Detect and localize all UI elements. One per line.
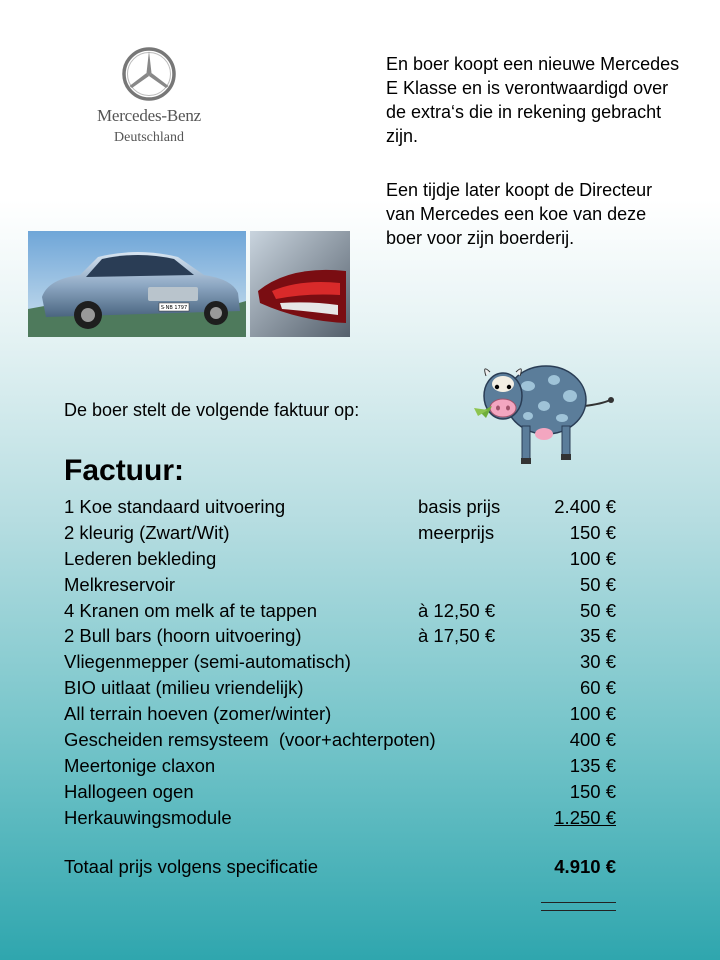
invoice-line (64, 807, 624, 833)
line-amount: 150 € (569, 521, 616, 543)
line-amount: 50 € (579, 573, 616, 595)
line-description: Herkauwingsmodule (64, 806, 232, 828)
intro-paragraph-2: Een tijdje later koopt de Directeur van Mercedes een koe van deze boer voor zijn boerderij. (386, 180, 653, 248)
line-amount: 60 € (579, 677, 616, 699)
total-amount: 4.910 € (554, 856, 616, 877)
line-description: Lederen bekleding (64, 547, 217, 569)
line-description: 2 kleurig (Zwart/Wit) (64, 521, 230, 543)
line-amount: 35 € (579, 625, 616, 647)
line-amount: 2.400 € (554, 496, 616, 517)
logo-country: Deutschland (114, 130, 184, 145)
invoice-line (64, 781, 624, 807)
line-amount: 50 € (579, 599, 616, 621)
invoice-total-row (64, 856, 624, 882)
line-amount: 30 € (579, 651, 616, 673)
line-qualifier: à 12,50 € (418, 599, 496, 621)
invoice-line (64, 522, 624, 548)
double-underline (541, 902, 616, 911)
intro-paragraph-1: En boer koopt een nieuwe Mercedes E Klasse en is verontwaardigd over de extra‘s die in rekening gebracht zijn. (386, 54, 680, 146)
invoice-line (64, 729, 624, 755)
license-plate: S·NB 1797 (160, 305, 188, 311)
invoice-title: Factuur: (64, 454, 184, 487)
line-description: 4 Kranen om melk af te tappen (64, 599, 317, 621)
invoice-line (64, 755, 624, 781)
invoice-lead: De boer stelt de volgende faktuur op: (64, 400, 360, 420)
invoice-line (64, 574, 624, 600)
line-description: All terrain hoeven (zomer/winter) (64, 703, 332, 725)
invoice-line (64, 600, 624, 626)
line-amount-subtotal: 1.250 € (554, 806, 616, 828)
line-description: Vliegenmepper (semi-automatisch) (64, 651, 351, 673)
invoice-line (64, 651, 624, 677)
mercedes-star-icon (121, 46, 177, 102)
line-description: BIO uitlaat (milieu vriendelijk) (64, 677, 304, 699)
invoice-line (64, 625, 624, 651)
line-amount: 100 € (569, 547, 616, 569)
line-amount: 135 € (569, 754, 616, 776)
line-description: Meertonige claxon (64, 754, 216, 776)
invoice-line (64, 496, 624, 522)
invoice-lines (64, 496, 624, 833)
mercedes-logo (86, 46, 212, 146)
line-amount: 400 € (569, 729, 616, 751)
line-description: Hallogeen ogen (64, 780, 194, 802)
car-photo (28, 231, 246, 337)
invoice-line (64, 548, 624, 574)
total-label: Totaal prijs volgens specificatie (64, 856, 318, 877)
line-amount: 150 € (569, 780, 616, 802)
line-description: 1 Koe standaard uitvoering (64, 496, 286, 517)
logo-brand: Mercedes-Benz (96, 106, 202, 125)
invoice-line (64, 703, 624, 729)
line-description: Melkreservoir (64, 573, 176, 595)
line-description: 2 Bull bars (hoorn uitvoering) (64, 625, 302, 647)
cow-illustration (466, 360, 616, 468)
line-amount: 100 € (569, 703, 616, 725)
line-qualifier: à 17,50 € (418, 625, 496, 647)
line-qualifier: basis prijs (418, 496, 501, 517)
line-description: Gescheiden remsysteem (voor+achterpoten) (64, 729, 436, 751)
line-qualifier: meerprijs (418, 521, 495, 543)
invoice-line (64, 677, 624, 703)
taillight-photo (250, 231, 350, 337)
